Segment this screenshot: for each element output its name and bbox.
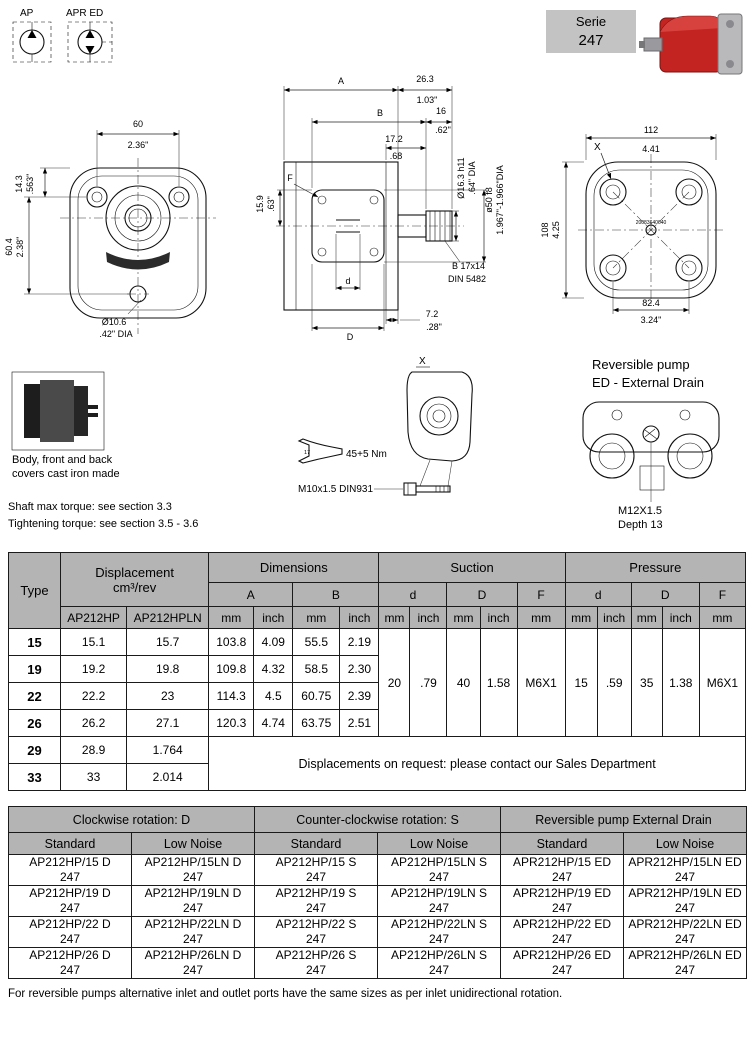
- spline-spec: B 17x14: [452, 261, 486, 271]
- unit-header: inch: [340, 607, 379, 629]
- reversible-title-line2: ED - External Drain: [592, 375, 704, 390]
- spec-cell: 60.75: [293, 683, 340, 710]
- bolt-icon: [404, 483, 450, 495]
- spec-cell: 63.75: [293, 710, 340, 737]
- spline-len-in: .62": [435, 125, 451, 135]
- spec-cell: 4.32: [254, 656, 293, 683]
- model-cell: AP212HP/15 D 247: [9, 855, 132, 886]
- rear-cover-mm: 7.2: [425, 309, 439, 319]
- apr-ed-hydraulic-symbol: [66, 8, 112, 62]
- table-row: [9, 833, 747, 855]
- spec-cell: 2.30: [340, 656, 379, 683]
- reversible-pump-drawing: [583, 357, 719, 531]
- group-header-displacement: [61, 553, 209, 607]
- rear-serial-text: 20083640040: [635, 220, 667, 226]
- unit-header: inch: [254, 607, 293, 629]
- spec-cell: 2.014: [127, 764, 209, 791]
- front-hole-mm: Ø10.6: [101, 317, 127, 327]
- spec-cell: 19.8: [127, 656, 209, 683]
- col-header-suction-d: d: [379, 583, 447, 607]
- col-header-suction-f: F: [517, 583, 565, 607]
- col-header-pressure-f: F: [699, 583, 745, 607]
- col-header-pressure-d: d: [565, 583, 631, 607]
- col-header-model-ln: AP212HPLN: [127, 607, 209, 629]
- shaft-dia-in: .64" DIA: [467, 161, 477, 195]
- model-cell: APR212HP/19 ED 247: [501, 886, 624, 917]
- dim-b-label: B: [376, 108, 384, 118]
- model-cell: AP212HP/22 S 247: [255, 917, 378, 948]
- spec-table: [8, 552, 746, 791]
- group-header-dimensions: Dimensions: [209, 553, 379, 583]
- front-height-in: 2.38": [15, 236, 25, 258]
- spec-cell: 1.764: [127, 737, 209, 764]
- model-cell: AP212HP/22LN S 247: [378, 917, 501, 948]
- ap-hydraulic-symbol: [13, 8, 51, 62]
- rear-view-drawing: [540, 125, 724, 325]
- port-depth-mm: 15.9: [255, 195, 265, 213]
- table-row: [9, 737, 746, 764]
- rear-width-in: 4.41: [642, 144, 660, 154]
- dim-cap-d-label: D: [346, 332, 354, 342]
- spec-cell: 2.39: [340, 683, 379, 710]
- spec-cell-suction: .79: [410, 629, 447, 737]
- spec-cell: 2.51: [340, 710, 379, 737]
- model-cell: APR212HP/22 ED 247: [501, 917, 624, 948]
- col-header-b: B: [293, 583, 379, 607]
- wrench-icon: [299, 439, 342, 463]
- dim-f-label: F: [287, 173, 293, 183]
- spec-cell-type: 19: [9, 656, 61, 683]
- front-hole-in: .42" DIA: [99, 329, 133, 339]
- col-header-model-std: AP212HP: [61, 607, 127, 629]
- model-cell: AP212HP/19LN S 247: [378, 886, 501, 917]
- unit-header: mm: [631, 607, 662, 629]
- spec-cell: 19.2: [61, 656, 127, 683]
- pump-photo: [639, 14, 742, 74]
- spec-cell-pressure: 35: [631, 629, 662, 737]
- unit-header: mm: [517, 607, 565, 629]
- spline-standard: DIN 5482: [448, 274, 487, 284]
- ordering-table: [8, 806, 747, 979]
- spec-cell: 23: [127, 683, 209, 710]
- col-header-low-noise: Low Noise: [624, 833, 747, 855]
- shaft-dia-mm: Ø16.3 h11: [456, 157, 466, 199]
- unit-header: mm: [209, 607, 254, 629]
- group-header-clockwise: Clockwise rotation: D: [9, 807, 255, 833]
- apr-ed-symbol-label: APR ED: [66, 8, 104, 19]
- model-cell: AP212HP/26 D 247: [9, 948, 132, 979]
- spec-cell-suction: 40: [447, 629, 480, 737]
- rear-height-in: 4.25: [551, 221, 561, 239]
- model-cell: AP212HP/15 S 247: [255, 855, 378, 886]
- spec-cell: 55.5: [293, 629, 340, 656]
- overhang-in: 1.03": [416, 95, 438, 105]
- model-cell: APR212HP/19LN ED 247: [624, 886, 747, 917]
- port-depth-in: .63": [266, 196, 276, 212]
- group-header-counterclockwise: Counter-clockwise rotation: S: [255, 807, 501, 833]
- unit-header: inch: [410, 607, 447, 629]
- col-header-low-noise: Low Noise: [132, 833, 255, 855]
- model-cell: AP212HP/26LN S 247: [378, 948, 501, 979]
- table-row: [9, 917, 747, 948]
- spec-cell: 15.7: [127, 629, 209, 656]
- unit-header: mm: [447, 607, 480, 629]
- bolt-pitch-mm: 82.4: [642, 298, 660, 308]
- table-row: [9, 886, 747, 917]
- col-header-standard: Standard: [255, 833, 378, 855]
- spec-cell: 103.8: [209, 629, 254, 656]
- col-header-standard: Standard: [9, 833, 132, 855]
- model-cell: APR212HP/15 ED 247: [501, 855, 624, 886]
- model-cell: APR212HP/26 ED 247: [501, 948, 624, 979]
- spec-cell: 109.8: [209, 656, 254, 683]
- table-row: [9, 629, 746, 656]
- nameplate-ribbon: [106, 252, 170, 270]
- group-header-reversible: Reversible pump External Drain: [501, 807, 747, 833]
- spec-cell-pressure: 15: [565, 629, 597, 737]
- tightening-torque-value: 45+5 Nm: [346, 449, 387, 460]
- model-cell: AP212HP/22LN D 247: [132, 917, 255, 948]
- model-cell: AP212HP/19 S 247: [255, 886, 378, 917]
- cast-iron-note-line2: covers cast iron made: [12, 468, 120, 480]
- wrench-size-label: 17: [303, 450, 311, 456]
- unit-header: inch: [480, 607, 517, 629]
- detail-x-ref-label: X: [594, 142, 601, 153]
- spec-cell: 22.2: [61, 683, 127, 710]
- pilot-dia-in: 1.967"-1.966"DIA: [495, 165, 505, 235]
- col-header-low-noise: Low Noise: [378, 833, 501, 855]
- group-header-pressure: Pressure: [565, 553, 745, 583]
- cast-iron-figure: [12, 372, 104, 450]
- spec-cell-pressure: 1.38: [662, 629, 699, 737]
- serie-label: Serie: [575, 14, 607, 29]
- table-row: [9, 607, 746, 629]
- table-row: [9, 807, 747, 833]
- front-width-in: 2.36": [127, 140, 149, 150]
- spec-cell-suction: 1.58: [480, 629, 517, 737]
- spec-cell: 120.3: [209, 710, 254, 737]
- model-cell: AP212HP/26 S 247: [255, 948, 378, 979]
- model-cell: AP212HP/15LN S 247: [378, 855, 501, 886]
- detail-x-drawing: [407, 356, 472, 486]
- front-width-mm: 60: [132, 119, 144, 129]
- spec-cell: 114.3: [209, 683, 254, 710]
- overhang-mm: 26.3: [416, 74, 434, 84]
- col-header-suction-dd: D: [447, 583, 517, 607]
- displacement-unit: cm³/rev: [112, 579, 157, 595]
- reversible-title-line1: Reversible pump: [592, 357, 690, 372]
- spec-cell: 26.2: [61, 710, 127, 737]
- table-row: [9, 948, 747, 979]
- bolt-pitch-in: 3.24": [640, 315, 662, 325]
- drain-depth-label: Depth 13: [618, 519, 663, 531]
- spec-cell: 4.74: [254, 710, 293, 737]
- rear-height-mm: 108: [540, 222, 550, 238]
- step-in: .68: [389, 151, 403, 161]
- model-cell: APR212HP/15LN ED 247: [624, 855, 747, 886]
- displacement-request-note: Displacements on request: please contact our Sales Department: [209, 737, 746, 791]
- unit-header: mm: [379, 607, 410, 629]
- spline-len-mm: 16: [435, 106, 447, 116]
- tightening-torque-note: Tightening torque: see section 3.5 - 3.6: [8, 518, 199, 530]
- front-offset-in: .563": [25, 173, 35, 195]
- spec-cell: 33: [61, 764, 127, 791]
- spec-cell: 15.1: [61, 629, 127, 656]
- detail-x-label: X: [419, 356, 426, 367]
- dim-a-label: A: [337, 76, 345, 86]
- col-header-a: A: [209, 583, 293, 607]
- model-cell: APR212HP/22LN ED 247: [624, 917, 747, 948]
- ap-symbol-label: AP: [20, 8, 34, 19]
- rear-width-mm: 112: [643, 125, 659, 135]
- group-header-suction: Suction: [379, 553, 565, 583]
- spec-cell: 28.9: [61, 737, 127, 764]
- front-offset-mm: 14.3: [14, 175, 24, 193]
- table-row: [9, 553, 746, 583]
- spec-cell-pressure: .59: [597, 629, 631, 737]
- pilot-dia-mm: ø50 f8: [484, 187, 494, 213]
- unit-header: mm: [565, 607, 597, 629]
- col-header-type: Type: [9, 553, 61, 629]
- model-cell: APR212HP/26LN ED 247: [624, 948, 747, 979]
- spec-cell-suction: 20: [379, 629, 410, 737]
- step-mm: 17.2: [385, 134, 403, 144]
- table-row: [9, 855, 747, 886]
- spec-cell: 4.09: [254, 629, 293, 656]
- serie-badge: [546, 10, 636, 53]
- spec-cell: 58.5: [293, 656, 340, 683]
- spec-cell-type: 33: [9, 764, 61, 791]
- cast-iron-note-line1: Body, front and back: [12, 454, 113, 466]
- spec-cell-type: 22: [9, 683, 61, 710]
- col-header-pressure-dd: D: [631, 583, 699, 607]
- col-header-standard: Standard: [501, 833, 624, 855]
- spec-cell-type: 15: [9, 629, 61, 656]
- dim-d-label: d: [345, 276, 351, 286]
- shaft-torque-note: Shaft max torque: see section 3.3: [8, 501, 172, 513]
- footer-note: For reversible pumps alternative inlet and outlet ports have the same sizes as per inlet unidirectional rotation.: [8, 988, 563, 1000]
- bolt-spec-label: M10x1.5 DIN931: [298, 484, 374, 495]
- model-cell: AP212HP/19 D 247: [9, 886, 132, 917]
- serie-number: 247: [578, 31, 604, 49]
- unit-header: inch: [662, 607, 699, 629]
- model-cell: AP212HP/22 D 247: [9, 917, 132, 948]
- spec-cell: 2.19: [340, 629, 379, 656]
- front-height-mm: 60.4: [4, 238, 14, 256]
- drain-thread-label: M12X1.5: [618, 505, 663, 517]
- model-cell: AP212HP/19LN D 247: [132, 886, 255, 917]
- unit-header: inch: [597, 607, 631, 629]
- spec-cell: 4.5: [254, 683, 293, 710]
- side-view-drawing: [255, 74, 505, 342]
- spec-cell-pressure: M6X1: [699, 629, 745, 737]
- unit-header: mm: [293, 607, 340, 629]
- spec-cell-type: 26: [9, 710, 61, 737]
- spec-cell-type: 29: [9, 737, 61, 764]
- displacement-label: Displacement: [95, 564, 175, 580]
- front-view-drawing: [4, 119, 216, 339]
- rear-cover-in: .28": [426, 322, 442, 332]
- spec-cell-suction: M6X1: [517, 629, 565, 737]
- unit-header: mm: [699, 607, 745, 629]
- model-cell: AP212HP/26LN D 247: [132, 948, 255, 979]
- spec-cell: 27.1: [127, 710, 209, 737]
- model-cell: AP212HP/15LN D 247: [132, 855, 255, 886]
